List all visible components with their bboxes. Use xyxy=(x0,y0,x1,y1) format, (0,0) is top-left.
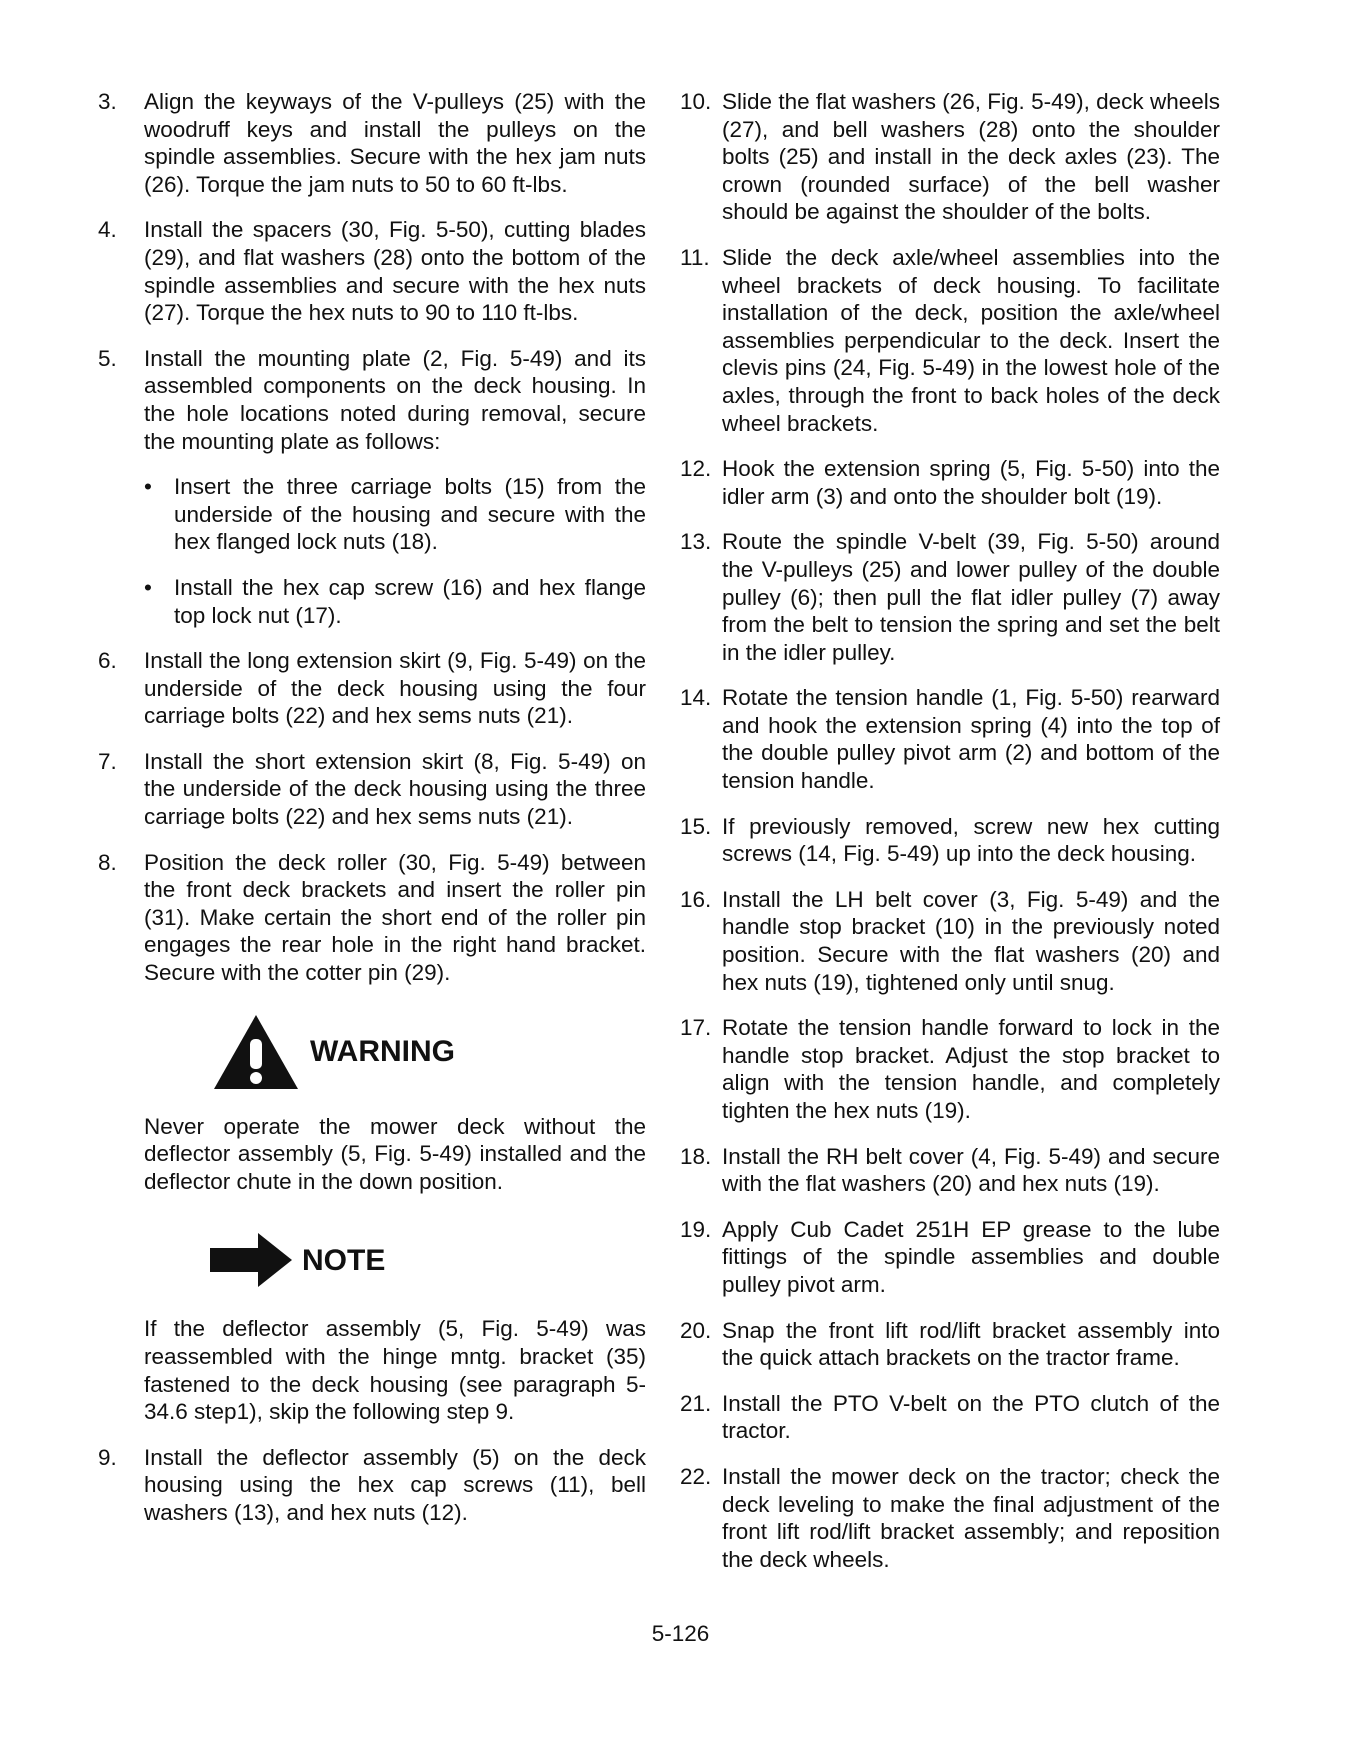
step-text: Route the spindle V-belt (39, Fig. 5-50) around the V-pulleys (25) and lower pulley of the double pulley (6); then pull the flat idler pulley (7) away from the belt to tension the spring and set the belt in the idler pulley. xyxy=(722,529,1220,665)
step-item xyxy=(680,886,1220,996)
note-label: NOTE xyxy=(302,1243,386,1277)
step-item xyxy=(680,813,1220,868)
step-number: 21. xyxy=(680,1390,712,1416)
step-number: 7. xyxy=(98,748,117,774)
step-number: 16. xyxy=(680,886,712,912)
step-text: Align the keyways of the V-pulleys (25) with the woodruff keys and install the pulleys on the spindle assemblies. Secure with the hex jam nuts (26). Torque the jam nuts to 50 to 60 ft-lbs. xyxy=(144,89,646,197)
warning-callout xyxy=(210,1009,646,1095)
step-text: Install the mower deck on the tractor; check the deck leveling to make the final adjustment of the front lift rod/lift bracket assembly; and reposition the deck wheels. xyxy=(722,1463,1220,1572)
bullet-item xyxy=(144,473,646,556)
step-number: 18. xyxy=(680,1143,712,1169)
step-item xyxy=(98,849,646,987)
steps-3-to-5 xyxy=(98,88,646,455)
bullet-item xyxy=(144,574,646,629)
steps-10-to-22 xyxy=(680,88,1220,1573)
step-number: 22. xyxy=(680,1463,712,1489)
step-text: Slide the flat washers (26, Fig. 5-49), deck wheels (27), and bell washers (28) onto the shoulder bolts (25) and install in the deck axles (23). The crown (rounded surface) of the bell washer should be against the shoulder of the bolts. xyxy=(722,89,1220,225)
step-text: Rotate the tension handle forward to lock in the handle stop bracket. Adjust the stop bracket to align with the tension handle, and completely tighten the hex nuts (19). xyxy=(722,1015,1220,1123)
step-text: Install the LH belt cover (3, Fig. 5-49) and the handle stop bracket (10) in the previously noted position. Secure with the flat washers (20) and hex nuts (19), tightened only until snug. xyxy=(722,886,1220,995)
arrow-right-icon xyxy=(208,1231,294,1289)
step-item xyxy=(680,1390,1220,1445)
step-text: If previously removed, screw new hex cutting screws (14, Fig. 5-49) up into the deck housing. xyxy=(722,813,1220,867)
step-item xyxy=(680,1463,1220,1573)
step-number: 17. xyxy=(680,1015,712,1041)
step-text: Install the PTO V-belt on the PTO clutch of the tractor. xyxy=(722,1390,1220,1444)
step-text: Position the deck roller (30, Fig. 5-49) between the front deck brackets and insert the roller pin (31). Make certain the short end of the roller pin engages the rear hole in the right hand bracket. Secure with the cotter pin (29). xyxy=(144,849,646,986)
step-item xyxy=(98,88,646,198)
step-text: Install the deflector assembly (5) on the deck housing using the hex cap screws (11), bell washers (13), and hex nuts (12). xyxy=(144,1444,646,1525)
step-number: 20. xyxy=(680,1317,712,1343)
step-item xyxy=(680,1014,1220,1124)
step-number: 6. xyxy=(98,648,117,674)
step-item xyxy=(680,528,1220,666)
step-item xyxy=(680,1216,1220,1299)
bullet-text: Install the hex cap screw (16) and hex flange top lock nut (17). xyxy=(174,574,646,628)
step-item xyxy=(98,748,646,831)
step-text: Hook the extension spring (5, Fig. 5-50) into the idler arm (3) and onto the shoulder bolt (19). xyxy=(722,456,1220,509)
page-number: 5-126 xyxy=(651,1621,710,1646)
step-number: 13. xyxy=(680,529,712,555)
right-column xyxy=(680,88,1220,1591)
bullet-list xyxy=(98,473,646,629)
note-callout xyxy=(208,1225,646,1295)
step-number: 14. xyxy=(680,685,712,711)
step-text: Install the spacers (30, Fig. 5-50), cutting blades (29), and flat washers (28) onto the bottom of the spindle assemblies and secure with the hex nuts (27). Torque the hex nuts to 90 to 110 ft-lbs. xyxy=(144,217,646,326)
step-number: 4. xyxy=(98,217,117,243)
step-text: Install the long extension skirt (9, Fig. 5-49) on the underside of the deck housing using the four carriage bolts (22) and hex sems nuts (21). xyxy=(144,648,646,729)
step-number: 11. xyxy=(680,244,710,270)
step-number: 8. xyxy=(98,849,117,875)
bullet-text: Insert the three carriage bolts (15) from the underside of the housing and secure with the hex flanged lock nuts (18). xyxy=(174,474,646,555)
left-column xyxy=(98,88,646,1545)
warning-label: WARNING xyxy=(310,1034,455,1068)
step-text: Rotate the tension handle (1, Fig. 5-50) rearward and hook the extension spring (4) into the top of the double pulley pivot arm (2) and bottom of the tension handle. xyxy=(722,685,1220,794)
step-item xyxy=(680,244,1220,437)
step-number: 19. xyxy=(680,1216,712,1242)
step-number: 10. xyxy=(680,89,712,114)
step-number: 15. xyxy=(680,813,712,839)
step-number: 12. xyxy=(680,456,712,482)
step-text: Install the RH belt cover (4, Fig. 5-49) and secure with the flat washers (20) and hex nuts (19). xyxy=(722,1143,1220,1197)
step-text: Install the short extension skirt (8, Fig. 5-49) on the underside of the deck housing using the three carriage bolts (22) and hex sems nuts (21). xyxy=(144,748,646,830)
steps-6-to-8 xyxy=(98,647,646,987)
bullet-mark: • xyxy=(144,574,152,600)
step-item xyxy=(680,88,1220,226)
step-number: 9. xyxy=(98,1444,117,1470)
step-item xyxy=(98,1444,646,1527)
step-item xyxy=(98,647,646,730)
step-text: Slide the deck axle/wheel assemblies into the wheel brackets of deck housing. To facilitate installation of the deck, position the axle/wheel assemblies perpendicular to the deck. Insert the clevis pins (24, Fig. 5-49) in the lowest hole of the axles, through the front to back holes of the deck wheel brackets. xyxy=(722,244,1220,436)
step-number: 3. xyxy=(98,89,117,114)
step-item xyxy=(680,455,1220,510)
warning-text: Never operate the mower deck without the deflector assembly (5, Fig. 5-49) installed and the deflector chute in the down position. xyxy=(144,1113,646,1194)
step-item xyxy=(98,216,646,326)
step-number: 5. xyxy=(98,345,117,371)
step-text: Install the mounting plate (2, Fig. 5-49) and its assembled components on the deck housing. In the hole locations noted during removal, secure the mounting plate as follows: xyxy=(144,345,646,454)
note-text: If the deflector assembly (5, Fig. 5-49) was reassembled with the hinge mntg. bracket (35) fastened to the deck housing (see paragraph 5-34.6 step1), skip the following step 9. xyxy=(144,1316,646,1425)
step-item xyxy=(680,1317,1220,1372)
step-9 xyxy=(98,1444,646,1527)
step-item xyxy=(98,345,646,455)
step-item xyxy=(680,1143,1220,1198)
step-text: Apply Cub Cadet 251H EP grease to the lube fittings of the spindle assemblies and double pulley pivot arm. xyxy=(722,1216,1220,1297)
bullet-mark: • xyxy=(144,474,152,500)
step-item xyxy=(680,684,1220,794)
warning-triangle-icon xyxy=(210,1011,302,1093)
step-text: Snap the front lift rod/lift bracket assembly into the quick attach brackets on the tractor frame. xyxy=(722,1317,1220,1371)
